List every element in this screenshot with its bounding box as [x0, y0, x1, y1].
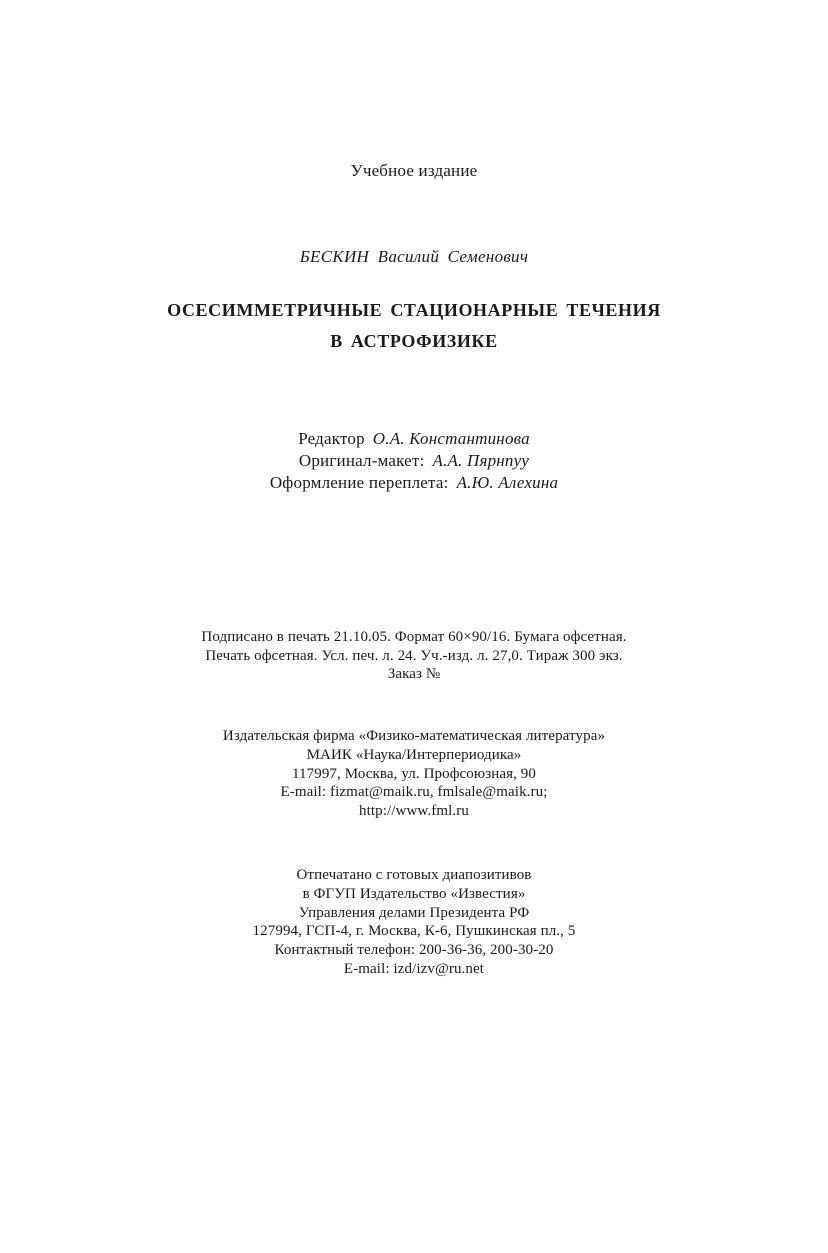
printer-line: Управления делами Президента РФ: [298, 905, 530, 921]
credit-name: А.А. Пярнпуу: [432, 451, 530, 470]
credit-name: О.А. Константинова: [372, 429, 530, 448]
publisher-website: http://www.fml.ru: [359, 803, 469, 819]
printer-line: в ФГУП Издательство «Известия»: [302, 886, 526, 902]
print-info-line: Подписано в печать 21.10.05. Формат 60×90/16. Бумага офсетная.: [201, 629, 627, 645]
print-info-line: Печать офсетная. Усл. печ. л. 24. Уч.-изд. л. 27,0. Тираж 300 экз.: [205, 648, 623, 664]
credit-editor: [0, 429, 828, 449]
book-title-line-1: ОСЕСИММЕТРИЧНЫЕ СТАЦИОНАРНЫЕ ТЕЧЕНИЯ: [167, 300, 661, 320]
publisher-address: 117997, Москва, ул. Профсоюзная, 90: [291, 766, 537, 782]
publisher-name: Издательская фирма «Физико-математическая литература»: [222, 728, 606, 744]
credit-cover-design: [0, 473, 828, 493]
edition-type: Учебное издание: [350, 161, 478, 180]
book-title-line-2: В АСТРОФИЗИКЕ: [330, 331, 498, 351]
order-number: Заказ №: [387, 666, 441, 682]
credit-role: Оформление переплета:: [269, 473, 449, 492]
printer-line: Отпечатано с готовых диапозитивов: [296, 867, 532, 883]
credit-name: А.Ю. Алехина: [456, 473, 559, 492]
printer-email: E-mail: izd/izv@ru.net: [343, 961, 485, 977]
credit-role: Редактор: [298, 429, 365, 448]
printer-address: 127994, ГСП-4, г. Москва, К-6, Пушкинская пл., 5: [252, 923, 576, 939]
printer-phone: Контактный телефон: 200-36-36, 200-30-20: [274, 942, 554, 958]
credit-layout: [0, 451, 828, 471]
credit-role: Оригинал-макет:: [298, 451, 425, 470]
publisher-email: E-mail: fizmat@maik.ru, fmlsale@maik.ru;: [280, 784, 548, 800]
author-name: БЕСКИН Василий Семенович: [299, 247, 529, 266]
publisher-imprint: МАИК «Наука/Интерпериодика»: [306, 747, 522, 763]
